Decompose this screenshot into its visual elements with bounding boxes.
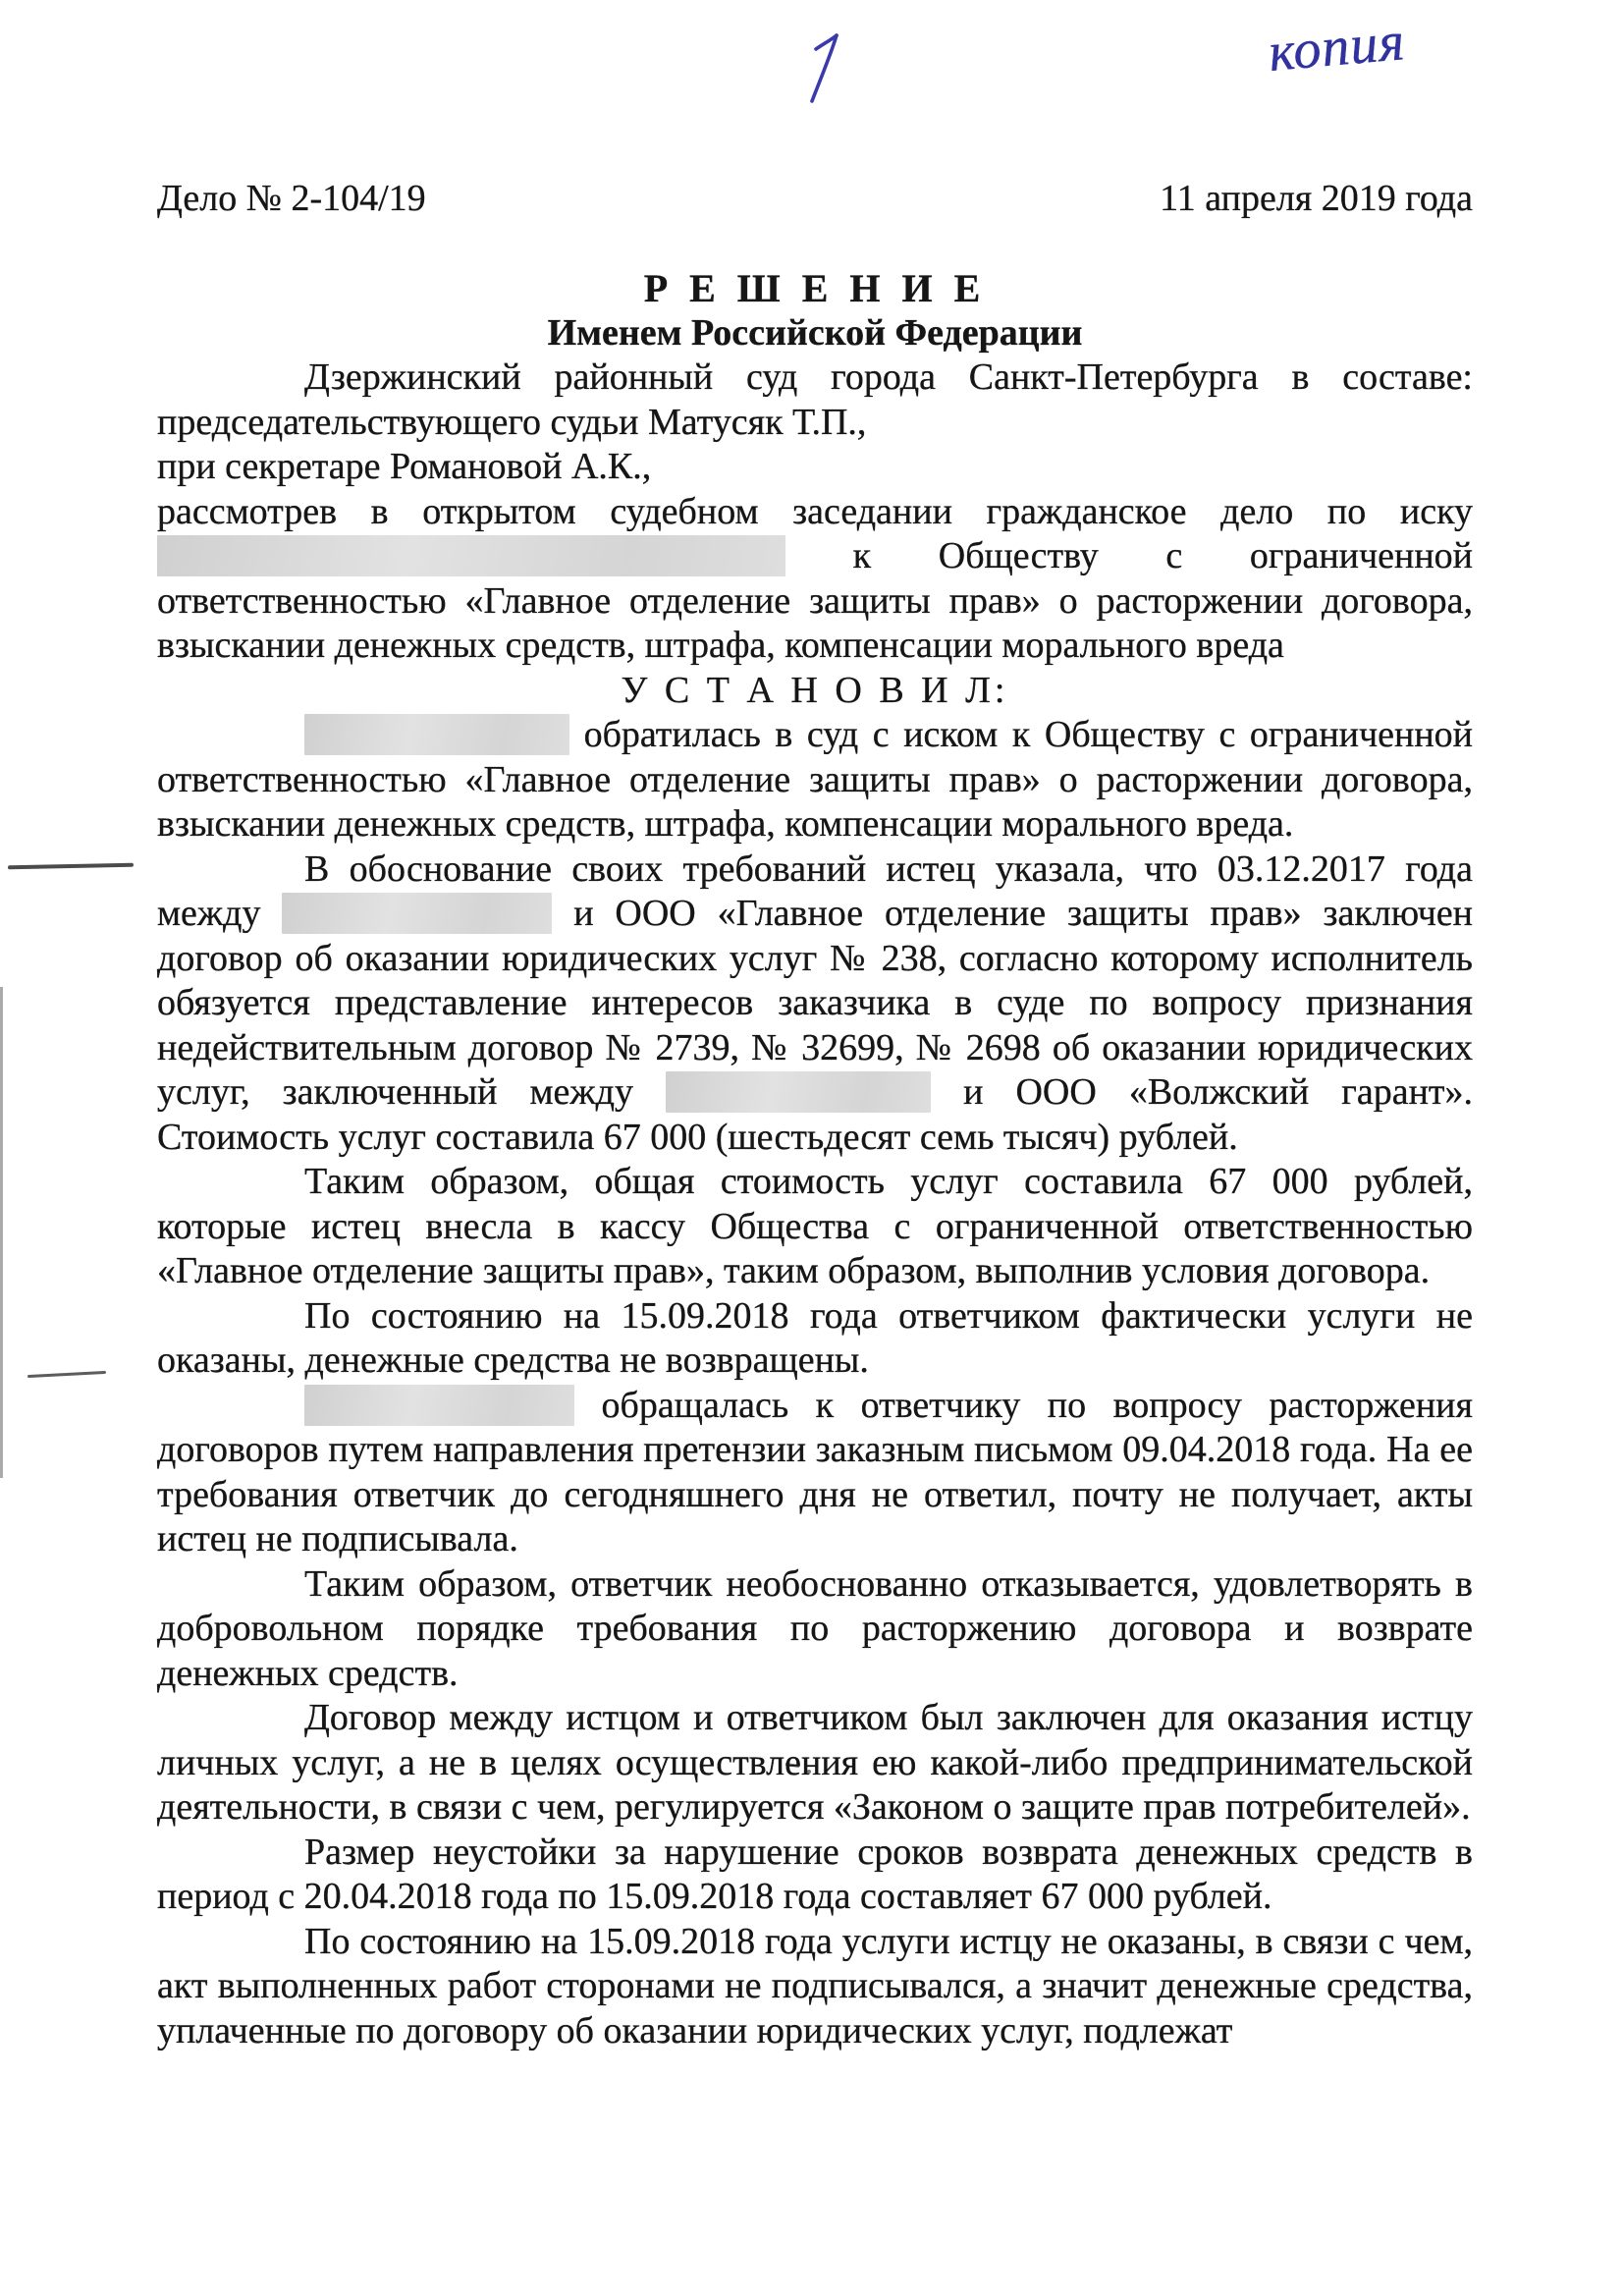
decision-date: 11 апреля 2019 года	[1160, 178, 1473, 219]
case-review-paragraph	[157, 490, 1473, 669]
document-body	[157, 177, 1473, 2053]
secretary-line: при секретаре Романовой А.К.,	[157, 446, 652, 487]
paragraph-text: обратилась в суд с иском к Обществу с ограниченной ответственностью «Главное отделение защиты прав» о расторжении договора, взыскании денежных средств, штрафа, компенсации морального вреда.	[157, 714, 1474, 845]
paragraph-text: и ООО «Волжский гарант». Стоимость услуг составила 67 000 (шестьдесят семь тысяч) рублей.	[157, 1071, 1474, 1158]
redaction-box-plaintiff	[157, 535, 785, 576]
body-paragraph-2	[157, 847, 1473, 1161]
paragraph-text: обращалась к ответчику по вопросу расторжения договоров путем направления претензии заказным письмом 09.04.2018 года. На ее требования ответчик до сегодняшнего дня не ответил, почту не получает, акты истец не подписывала.	[157, 1384, 1473, 1559]
decision-title: Р Е Ш Е Н И Е	[643, 266, 987, 310]
decision-subtitle: Именем Российской Федерации	[547, 311, 1083, 354]
body-paragraph-8: Размер неустойки за нарушение сроков возврата денежных средств в период с 20.04.2018 года по 15.09.2018 года составляет 67 000 рублей.	[157, 1831, 1473, 1917]
body-paragraph-7: Договор между истцом и ответчиком был заключен для оказания истцу личных услуг, а не в целях осуществления ею какой-либо предпринимательской деятельности, в связи с чем, регулируется «Законом о защите прав потребителей».	[157, 1697, 1473, 1828]
redaction-box-plaintiff	[282, 893, 552, 934]
body-paragraph-3: Таким образом, общая стоимость услуг составила 67 000 рублей, которые истец внесла в кассу Общества с ограниченной ответственностью «Главное отделение защиты прав», таким образом, выполнив условия договора.	[157, 1161, 1473, 1291]
judge-line: председательствующего судьи Матусяк Т.П.,	[157, 401, 867, 443]
spacer	[157, 222, 1473, 267]
case-number: Дело № 2-104/19	[157, 178, 426, 219]
body-paragraph-5	[157, 1384, 1473, 1562]
handwritten-copy-note: копия	[1266, 11, 1408, 83]
handwritten-one-stroke	[803, 31, 848, 104]
scan-edge-artifact	[0, 987, 3, 1478]
case-review-text-before: рассмотрев в открытом судебном заседании гражданское дело по иску	[157, 490, 1473, 532]
body-paragraph-9: По состоянию на 15.09.2018 года услуги истцу не оказаны, в связи с чем, акт выполненных работ сторонами не подписывался, а значит денежные средства, уплаченные по договору об оказании юридических услуг, подлежат	[157, 1920, 1473, 2051]
document-header-row	[157, 177, 1473, 222]
pencil-mark	[8, 863, 134, 870]
pencil-mark	[27, 1371, 106, 1378]
paragraph-text: В обоснование своих требований истец указала, что 03.12.2017 года между	[157, 847, 1473, 934]
section-heading-ustanovil: У С Т А Н О В И Л:	[621, 669, 1009, 711]
body-paragraph-1	[157, 713, 1473, 847]
body-paragraph-6: Таким образом, ответчик необоснованно отказывается, удовлетворять в добровольном порядке требования по расторжению договора и возврате денежных средств.	[157, 1562, 1473, 1694]
handwritten-page-number	[803, 31, 848, 109]
redaction-box-plaintiff	[304, 1385, 574, 1426]
redaction-box-plaintiff	[666, 1071, 931, 1113]
body-paragraph-4: По состоянию на 15.09.2018 года ответчиком фактически услуги не оказаны, денежные средства не возвращены.	[157, 1294, 1473, 1381]
case-review-text-after: к Обществу с ограниченной ответственностью «Главное отделение защиты прав» о расторжении договора, взыскании денежных средств, штрафа, компенсации морального вреда	[157, 535, 1474, 666]
paragraph-text: и ООО «Главное отделение защиты прав» заключен договор об оказании юридических услуг № 238, согласно которому исполнитель обязуется представление интересов заказчика в суде по вопросу признания недействительным договор № 2739, № 32699, № 2698 об оказании юридических услуг, заключенный между	[157, 893, 1474, 1113]
redaction-box-plaintiff	[304, 714, 569, 755]
court-composition-line: Дзержинский районный суд города Санкт-Петербурга в составе:	[304, 356, 1473, 398]
